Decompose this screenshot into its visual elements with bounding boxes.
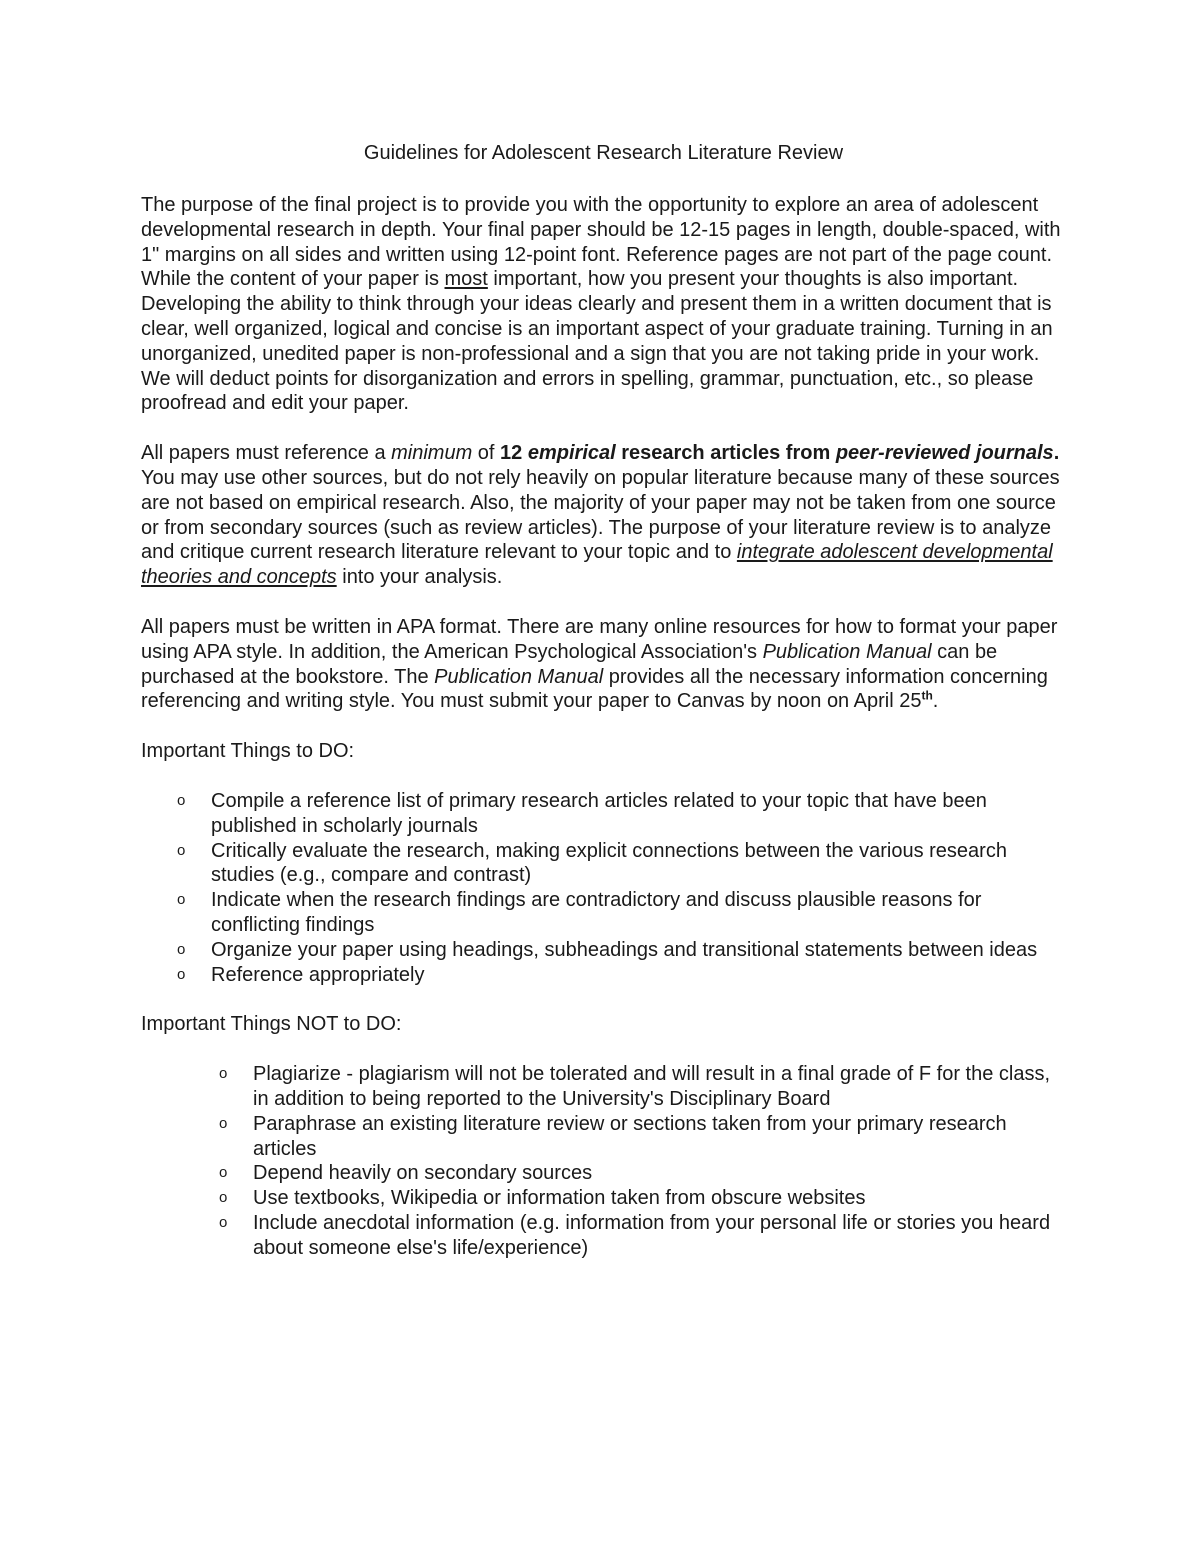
empirical-bold-italic: empirical [527, 442, 616, 465]
requirements-text-2: of [472, 442, 501, 465]
bold-period: . [1053, 442, 1060, 465]
list-item [219, 1186, 1066, 1211]
publication-manual-italic-2: Publication Manual [434, 665, 604, 688]
list-item-text: Use textbooks, Wikipedia or information taken from obscure websites [253, 1187, 866, 1210]
requirements-text-1: All papers must reference a [141, 442, 392, 465]
requirements-text-4: into your analysis. [336, 566, 503, 589]
apa-paragraph [141, 615, 1066, 714]
apa-text-3: provides all the necessary information concerning referencing and writing style. You must submit your paper to Canvas by noon on April 25 [141, 665, 1048, 713]
bold-count: 12 [500, 442, 528, 465]
publication-manual-italic-1: Publication Manual [762, 640, 932, 663]
list-item-text: Include anecdotal information (e.g. information from your personal life or stories you heard about someone else's life/experience) [253, 1211, 1051, 1259]
apa-text-4: . [932, 690, 939, 713]
most-underlined: most [444, 268, 488, 291]
purpose-paragraph [141, 193, 1066, 416]
list-item [177, 888, 1066, 938]
purpose-text-2: important, how you present your thoughts is also important. Developing the ability to think through your ideas clearly and present them in a written document that is clear, well organized, logical and concise is an important aspect of your graduate training. Turning in an unorganized, unedited paper is non-professional and a sign that you are not taking pride in your work. We will deduct points for disorganization and errors in spelling, grammar, punctuation, etc., so please proofread and edit your paper. [141, 268, 1053, 415]
requirements-text-3: You may use other sources, but do not rely heavily on popular literature because many of these sources are not based on empirical research. Also, the majority of your paper may not be taken from one source or from secondary sources (such as review articles). The purpose of your literature review is to analyze and critique current research literature relevant to your topic and to [141, 466, 1060, 564]
list-item [219, 1112, 1066, 1162]
hollow-bullet-icon: o [177, 965, 186, 983]
dont-list [141, 1062, 1066, 1260]
apa-text-1: All papers must be written in APA format. There are many online resources for how to format your paper using APA style. In addition, the American Psychological Association's [141, 615, 1058, 663]
list-item-text: Critically evaluate the research, making explicit connections between the various research studies (e.g., compare and contrast) [211, 839, 1007, 887]
apa-text-2: can be purchased at the bookstore. The [141, 640, 998, 688]
document-title: Guidelines for Adolescent Research Literature Review [363, 142, 844, 164]
ordinal-superscript: th [921, 688, 933, 703]
hollow-bullet-icon: o [219, 1164, 228, 1182]
list-item [219, 1161, 1066, 1186]
list-item-text: Depend heavily on secondary sources [253, 1162, 593, 1185]
requirements-paragraph [141, 441, 1066, 590]
integrate-theories-underlined: integrate adolescent developmental theories and concepts [141, 541, 1053, 589]
list-item [177, 839, 1066, 889]
list-item-text: Indicate when the research findings are contradictory and discuss plausible reasons for conflicting findings [211, 889, 982, 936]
dont-heading: Important Things NOT to DO: [141, 1013, 402, 1036]
list-item-text: Compile a reference list of primary research articles related to your topic that have been published in scholarly journals [211, 789, 987, 837]
hollow-bullet-icon: o [177, 891, 186, 909]
bold-research-articles: research articles from [615, 442, 836, 465]
hollow-bullet-icon: o [177, 841, 186, 859]
hollow-bullet-icon: o [219, 1189, 228, 1207]
list-item-text: Plagiarize - plagiarism will not be tolerated and will result in a final grade of F for the class, in addition to being reported to the University's Disciplinary Board [253, 1063, 1051, 1110]
list-item-text: Organize your paper using headings, subheadings and transitional statements between ideas [211, 938, 1038, 961]
minimum-italic: minimum [391, 442, 473, 465]
hollow-bullet-icon: o [219, 1065, 228, 1083]
do-list [141, 789, 1066, 987]
hollow-bullet-icon: o [219, 1213, 228, 1231]
list-item [177, 963, 1066, 988]
list-item [177, 938, 1066, 963]
list-item-text: Paraphrase an existing literature review or sections taken from your primary research articles [253, 1112, 1007, 1160]
hollow-bullet-icon: o [177, 791, 186, 809]
list-item-text: Reference appropriately [211, 963, 425, 986]
do-heading: Important Things to DO: [141, 740, 355, 763]
list-item [177, 789, 1066, 839]
list-item [219, 1062, 1066, 1112]
hollow-bullet-icon: o [219, 1114, 228, 1132]
list-item [219, 1211, 1066, 1261]
purpose-text-1: The purpose of the final project is to provide you with the opportunity to explore an area of adolescent developmental research in depth. Your final paper should be 12-15 pages in length, double-spaced, with 1" margins on all sides and written using 12-point font. Reference pages are not part of the page count. While the content of your paper is [141, 194, 1061, 291]
document-page [141, 138, 1066, 1285]
hollow-bullet-icon: o [177, 940, 186, 958]
peer-reviewed-bold-italic: peer-reviewed journals [835, 442, 1054, 465]
